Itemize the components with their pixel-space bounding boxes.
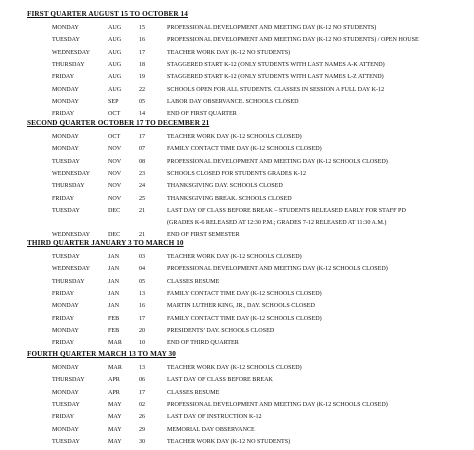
month-cell: DEC bbox=[108, 207, 121, 214]
event-cell: CLASSES RESUME bbox=[167, 389, 220, 396]
date-cell: 17 bbox=[139, 49, 146, 56]
month-cell: NOV bbox=[108, 158, 122, 165]
month-cell: OCT bbox=[108, 111, 121, 118]
quarter-title: SECOND QUARTER OCTOBER 17 TO DECEMBER 21 bbox=[27, 119, 210, 127]
event-cell: (GRADES K-6 RELEASED AT 12:30 P.M.; GRADES 7-12 RELEASED AT 11:30 A.M.) bbox=[167, 220, 387, 227]
event-cell: STAGGERED START K-12 (ONLY STUDENTS WITH LAST NAMES L-Z ATTEND) bbox=[167, 74, 384, 81]
date-cell: 16 bbox=[139, 37, 146, 44]
date-cell: 02 bbox=[139, 401, 146, 408]
date-cell: 04 bbox=[139, 266, 146, 273]
event-cell: MEMORIAL DAY OBSERVANCE bbox=[167, 426, 255, 433]
date-cell: 17 bbox=[139, 134, 146, 140]
weekday-cell: TUESDAY bbox=[52, 37, 80, 44]
month-cell: JAN bbox=[108, 266, 120, 273]
weekday-cell: MONDAY bbox=[52, 134, 79, 140]
weekday-cell: THURSDAY bbox=[52, 61, 85, 68]
event-cell: SCHOOLS CLOSED FOR STUDENTS GRADES K-12 bbox=[167, 170, 306, 177]
month-cell: DEC bbox=[108, 232, 121, 239]
date-cell: 19 bbox=[139, 74, 146, 81]
month-cell: AUG bbox=[108, 49, 122, 56]
weekday-cell: MONDAY bbox=[52, 146, 79, 153]
date-cell: 06 bbox=[139, 377, 146, 384]
weekday-cell: WEDNESDAY bbox=[52, 170, 91, 177]
event-cell: SCHOOLS OPEN FOR ALL STUDENTS. CLASSES IN SESSION A FULL DAY K-12 bbox=[167, 86, 385, 93]
date-cell: 13 bbox=[139, 290, 146, 297]
weekday-cell: MONDAY bbox=[52, 25, 79, 31]
weekday-cell: FRIDAY bbox=[52, 111, 75, 118]
event-cell: FAMILY CONTACT TIME DAY (K-12 SCHOOLS CLOSED) bbox=[167, 146, 322, 153]
weekday-cell: THURSDAY bbox=[52, 183, 85, 190]
weekday-cell: FRIDAY bbox=[52, 340, 75, 347]
event-cell: END OF THIRD QUARTER bbox=[167, 340, 239, 347]
date-cell: 26 bbox=[139, 414, 146, 421]
date-cell: 24 bbox=[139, 183, 146, 190]
weekday-cell: MONDAY bbox=[52, 426, 79, 433]
weekday-cell: TUESDAY bbox=[52, 158, 80, 165]
weekday-cell: MONDAY bbox=[52, 327, 79, 334]
event-cell: CLASSES RESUME bbox=[167, 278, 220, 285]
weekday-cell: TUESDAY bbox=[52, 207, 80, 214]
date-cell: 05 bbox=[139, 278, 146, 285]
event-cell: FAMILY CONTACT TIME DAY (K-12 SCHOOLS CLOSED) bbox=[167, 290, 322, 297]
weekday-cell: FRIDAY bbox=[52, 315, 75, 322]
event-cell: PROFESSIONAL DEVELOPMENT AND MEETING DAY (K-12 SCHOOLS CLOSED) bbox=[167, 158, 388, 165]
month-cell: JAN bbox=[108, 303, 120, 310]
month-cell: JAN bbox=[108, 254, 120, 260]
event-cell: LABOR DAY OBSERVANCE. SCHOOLS CLOSED bbox=[167, 98, 299, 105]
date-cell: 21 bbox=[139, 232, 146, 239]
event-cell: PROFESSIONAL DEVELOPMENT AND MEETING DAY (K-12 NO STUDENTS) / OPEN HOUSE bbox=[167, 37, 419, 44]
month-cell: AUG bbox=[108, 86, 122, 93]
event-cell: PROFESSIONAL DEVELOPMENT AND MEETING DAY (K-12 SCHOOLS CLOSED) bbox=[167, 266, 388, 273]
date-cell: 08 bbox=[139, 158, 146, 165]
event-cell: LAST DAY OF CLASS BEFORE BREAK – STUDENTS RELEASED EARLY FOR STAFF PD bbox=[167, 207, 406, 214]
weekday-cell: WEDNESDAY bbox=[52, 49, 91, 56]
month-cell: MAR bbox=[108, 340, 122, 347]
month-cell: MAY bbox=[108, 426, 122, 433]
event-cell: FAMILY CONTACT TIME DAY (K-12 SCHOOLS CLOSED) bbox=[167, 315, 322, 322]
weekday-cell: MONDAY bbox=[52, 98, 79, 105]
date-cell: 17 bbox=[139, 389, 146, 396]
event-cell: END OF FIRST QUARTER bbox=[167, 111, 237, 118]
date-cell: 21 bbox=[139, 207, 146, 214]
month-cell: APR bbox=[108, 389, 120, 396]
date-cell: 15 bbox=[139, 25, 146, 31]
date-cell: 18 bbox=[139, 61, 146, 68]
date-cell: 20 bbox=[139, 327, 146, 334]
month-cell: AUG bbox=[108, 74, 122, 81]
date-cell: 05 bbox=[139, 98, 146, 105]
date-cell: 22 bbox=[139, 86, 146, 93]
month-cell: AUG bbox=[108, 37, 122, 44]
weekday-cell: WEDNESDAY bbox=[52, 232, 91, 239]
date-cell: 14 bbox=[139, 111, 146, 118]
month-cell: MAR bbox=[108, 365, 122, 371]
event-cell: TEACHER WORK DAY (K-12 SCHOOLS CLOSED) bbox=[167, 365, 302, 371]
date-cell: 29 bbox=[139, 426, 146, 433]
weekday-cell: THURSDAY bbox=[52, 377, 85, 384]
month-cell: AUG bbox=[108, 61, 122, 68]
date-cell: 03 bbox=[139, 254, 146, 260]
date-cell: 10 bbox=[139, 340, 146, 347]
event-cell: LAST DAY OF CLASS BEFORE BREAK bbox=[167, 377, 273, 384]
weekday-cell: TUESDAY bbox=[52, 438, 80, 445]
month-cell: MAY bbox=[108, 438, 122, 445]
event-cell: TEACHER WORK DAY (K-12 SCHOOLS CLOSED) bbox=[167, 254, 302, 260]
event-cell: TEACHER WORK DAY (K-12 NO STUDENTS) bbox=[167, 438, 291, 445]
weekday-cell: MONDAY bbox=[52, 365, 79, 371]
event-cell: TEACHER WORK DAY (K-12 NO STUDENTS) bbox=[167, 49, 291, 56]
quarter-title: FIRST QUARTER AUGUST 15 TO OCTOBER 14 bbox=[27, 10, 188, 18]
month-cell: FEB bbox=[108, 315, 120, 322]
month-cell: SEP bbox=[108, 98, 119, 105]
weekday-cell: FRIDAY bbox=[52, 195, 75, 202]
date-cell: 25 bbox=[139, 195, 146, 202]
month-cell: MAY bbox=[108, 401, 122, 408]
date-cell: 13 bbox=[139, 365, 146, 371]
weekday-cell: FRIDAY bbox=[52, 74, 75, 81]
weekday-cell: MONDAY bbox=[52, 389, 79, 396]
month-cell: OCT bbox=[108, 134, 121, 140]
event-cell: THANKSGIVING DAY. SCHOOLS CLOSED bbox=[167, 183, 283, 190]
date-cell: 17 bbox=[139, 315, 146, 322]
event-cell: PROFESSIONAL DEVELOPMENT AND MEETING DAY (K-12 NO STUDENTS) bbox=[167, 25, 377, 31]
month-cell: APR bbox=[108, 377, 120, 384]
month-cell: FEB bbox=[108, 327, 120, 334]
date-cell: 07 bbox=[139, 146, 146, 153]
month-cell: JAN bbox=[108, 290, 120, 297]
weekday-cell: THURSDAY bbox=[52, 278, 85, 285]
weekday-cell: FRIDAY bbox=[52, 414, 75, 421]
quarter-title: THIRD QUARTER JANUARY 3 TO MARCH 10 bbox=[27, 239, 184, 247]
date-cell: 23 bbox=[139, 170, 146, 177]
event-cell: PROFESSIONAL DEVELOPMENT AND MEETING DAY (K-12 SCHOOLS CLOSED) bbox=[167, 401, 388, 408]
month-cell: NOV bbox=[108, 170, 122, 177]
month-cell: NOV bbox=[108, 183, 122, 190]
weekday-cell: MONDAY bbox=[52, 303, 79, 310]
date-cell: 30 bbox=[139, 438, 146, 445]
month-cell: MAY bbox=[108, 414, 122, 421]
event-cell: PRESIDENTS’ DAY. SCHOOLS CLOSED bbox=[167, 327, 275, 334]
event-cell: THANKSGIVING BREAK. SCHOOLS CLOSED bbox=[167, 195, 292, 202]
weekday-cell: TUESDAY bbox=[52, 401, 80, 408]
event-cell: STAGGERED START K-12 (ONLY STUDENTS WITH LAST NAMES A-K ATTEND) bbox=[167, 61, 385, 68]
month-cell: NOV bbox=[108, 195, 122, 202]
event-cell: END OF FIRST SEMESTER bbox=[167, 232, 240, 239]
month-cell: AUG bbox=[108, 25, 122, 31]
weekday-cell: WEDNESDAY bbox=[52, 266, 91, 273]
weekday-cell: FRIDAY bbox=[52, 290, 75, 297]
month-cell: NOV bbox=[108, 146, 122, 153]
quarter-title: FOURTH QUARTER MARCH 13 TO MAY 30 bbox=[27, 350, 176, 358]
event-cell: MARTIN LUTHER KING, JR., DAY. SCHOOLS CLOSED bbox=[167, 303, 315, 310]
weekday-cell: TUESDAY bbox=[52, 254, 80, 260]
month-cell: JAN bbox=[108, 278, 120, 285]
event-cell: LAST DAY OF INSTRUCTION K-12 bbox=[167, 414, 262, 421]
weekday-cell: MONDAY bbox=[52, 86, 79, 93]
event-cell: TEACHER WORK DAY (K-12 SCHOOLS CLOSED) bbox=[167, 134, 302, 140]
date-cell: 16 bbox=[139, 303, 146, 310]
